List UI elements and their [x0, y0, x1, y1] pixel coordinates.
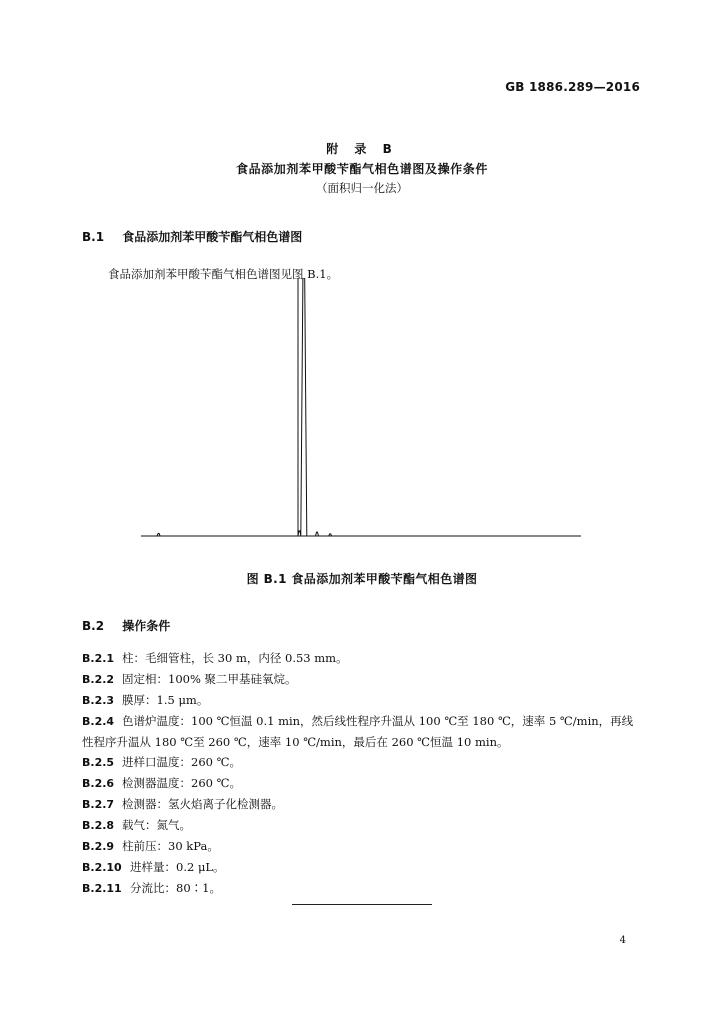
condition-number: B.2.2	[82, 673, 115, 686]
condition-item	[82, 794, 644, 815]
condition-text: 检测器温度：260 ℃。	[122, 776, 241, 790]
condition-number: B.2.3	[82, 694, 115, 707]
appendix-subtitle: 食品添加剂苯甲酸苄酯气相色谱图及操作条件	[235, 162, 488, 176]
condition-number: B.2.1	[82, 652, 115, 665]
chromatogram-figure	[135, 278, 585, 540]
figure-caption: 图 B.1 食品添加剂苯甲酸苄酯气相色谱图	[246, 572, 478, 586]
condition-item	[82, 690, 644, 711]
section-b1-heading	[82, 228, 302, 245]
condition-text: 柱：毛细管柱，长 30 m，内径 0.53 mm。	[122, 651, 348, 665]
footer-rule	[292, 904, 432, 905]
section-b1-number: B.1	[82, 230, 105, 244]
condition-number: B.2.4	[82, 715, 115, 728]
section-b1-title: 食品添加剂苯甲酸苄酯气相色谱图	[122, 230, 303, 244]
condition-number: B.2.7	[82, 798, 115, 811]
condition-item	[82, 711, 644, 752]
condition-item	[82, 669, 644, 690]
appendix-title: 附 录 B	[326, 142, 398, 156]
condition-item	[82, 878, 644, 899]
condition-number: B.2.10	[82, 861, 122, 874]
condition-text: 载气：氮气。	[122, 818, 191, 832]
section-b2-title: 操作条件	[122, 619, 171, 633]
condition-item	[82, 857, 644, 878]
condition-item	[82, 648, 644, 669]
condition-item	[82, 752, 644, 773]
page-number: 4	[619, 935, 626, 946]
section-b1-text: 食品添加剂苯甲酸苄酯气相色谱图见图 B.1。	[108, 267, 339, 281]
condition-item	[82, 773, 644, 794]
appendix-note: （面积归一化法）	[316, 181, 408, 195]
condition-number: B.2.9	[82, 840, 115, 853]
condition-text: 进样口温度：260 ℃。	[122, 755, 241, 769]
section-b2-number: B.2	[82, 619, 105, 633]
standard-code: GB 1886.289—2016	[505, 80, 640, 94]
condition-text: 分流比：80∶1。	[130, 881, 221, 895]
condition-text: 色谱炉温度：100 ℃恒温 0.1 min，然后线性程序升温从 100 ℃至 180 ℃，速率 5 ℃/min，再线性程序升温从 180 ℃至 260 ℃，速率 10 ℃/min，最后在 260 ℃恒温 10 min。	[82, 714, 634, 749]
condition-text: 膜厚：1.5 μm。	[122, 693, 209, 707]
condition-number: B.2.11	[82, 882, 122, 895]
condition-text: 固定相：100% 聚二甲基硅氧烷。	[122, 672, 297, 686]
section-b2-heading	[82, 617, 170, 634]
condition-number: B.2.8	[82, 819, 115, 832]
condition-text: 检测器：氢火焰离子化检测器。	[122, 797, 283, 811]
condition-number: B.2.6	[82, 777, 115, 790]
condition-number: B.2.5	[82, 756, 115, 769]
condition-text: 进样量：0.2 μL。	[130, 860, 225, 874]
condition-text: 柱前压：30 kPa。	[122, 839, 219, 853]
condition-item	[82, 836, 644, 857]
chromatogram-trace	[141, 278, 581, 536]
condition-item	[82, 815, 644, 836]
conditions-list	[82, 648, 644, 899]
